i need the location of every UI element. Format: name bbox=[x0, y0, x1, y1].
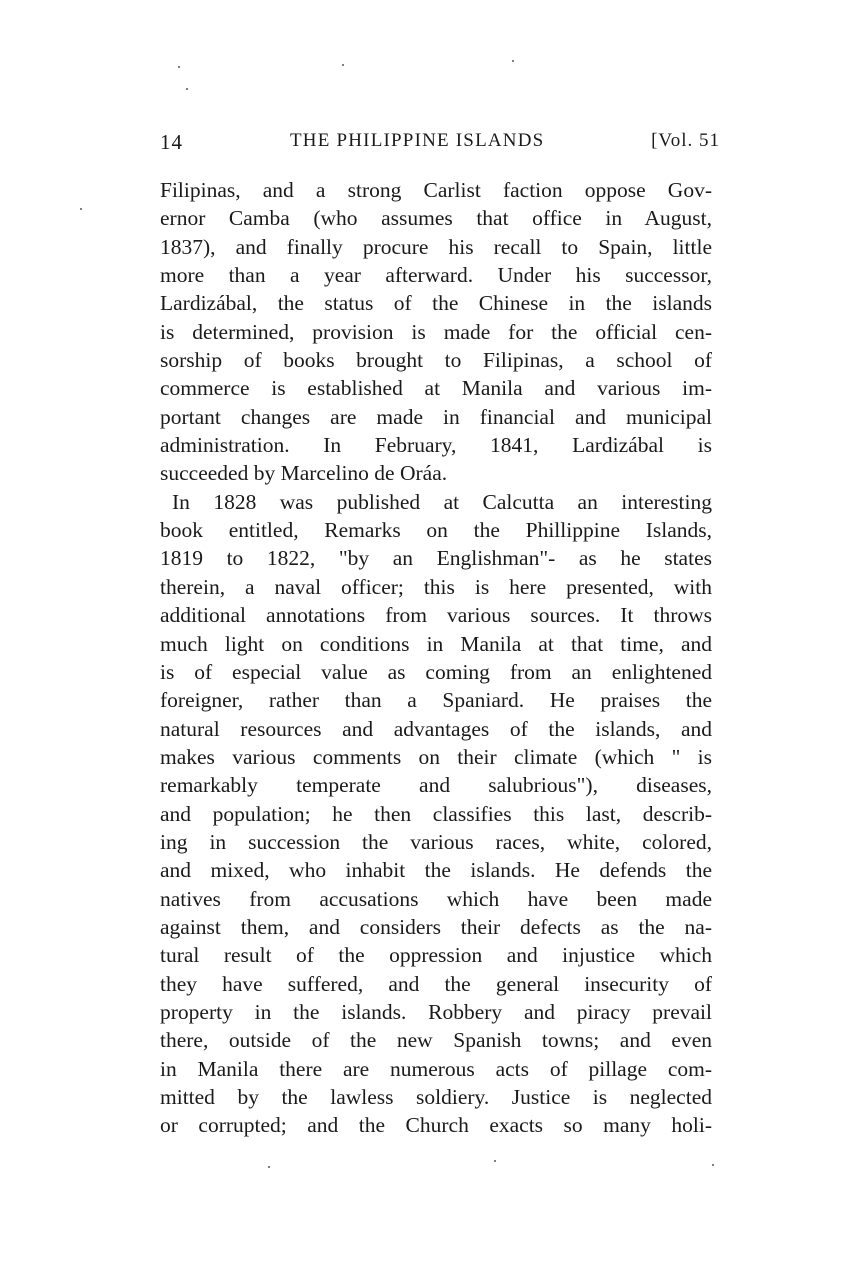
text-line: succeeded by Marcelino de Oráa. bbox=[160, 461, 448, 486]
text-line: Lardizábal, the status of the Chinese in the islands bbox=[160, 291, 712, 316]
text-line: in Manila there are numerous acts of pillage com- bbox=[160, 1056, 712, 1081]
text-line: is determined, provision is made for the official cen- bbox=[160, 319, 712, 344]
text-line: sorship of books brought to Filipinas, a school of bbox=[160, 348, 712, 373]
text-line: portant changes are made in financial and municipal bbox=[160, 404, 712, 429]
body-text bbox=[160, 176, 712, 1140]
text-line: tural result of the oppression and injustice which bbox=[160, 943, 712, 968]
text-line: therein, a naval officer; this is here presented, with bbox=[160, 574, 712, 599]
text-line: there, outside of the new Spanish towns; and even bbox=[160, 1028, 712, 1053]
text-line: In 1828 was published at Calcutta an interesting bbox=[172, 489, 712, 514]
text-line: they have suffered, and the general insecurity of bbox=[160, 971, 712, 996]
text-line: natural resources and advantages of the islands, and bbox=[160, 716, 712, 741]
scan-speck bbox=[186, 88, 188, 90]
text-line: much light on conditions in Manila at that time, and bbox=[160, 631, 712, 656]
text-line: natives from accusations which have been made bbox=[160, 886, 712, 911]
text-line: against them, and considers their defects as the na- bbox=[160, 914, 712, 939]
text-line: 1837), and finally procure his recall to Spain, little bbox=[160, 234, 712, 259]
paragraph-1 bbox=[160, 176, 712, 488]
scan-speck bbox=[512, 60, 514, 62]
text-line: commerce is established at Manila and various im- bbox=[160, 376, 712, 401]
text-line: ing in succession the various races, white, colored, bbox=[160, 829, 712, 854]
text-line: 1819 to 1822, "by an Englishman"- as he states bbox=[160, 546, 712, 571]
scan-speck bbox=[712, 1164, 714, 1166]
text-line: more than a year afterward. Under his successor, bbox=[160, 263, 712, 288]
scan-speck bbox=[494, 1160, 496, 1162]
text-line: administration. In February, 1841, Lardizábal is bbox=[160, 433, 712, 458]
text-line: mitted by the lawless soldiery. Justice is neglected bbox=[160, 1085, 712, 1109]
scan-speck bbox=[342, 64, 344, 66]
scan-speck bbox=[178, 66, 180, 68]
text-line: ernor Camba (who assumes that office in August, bbox=[160, 206, 712, 231]
running-header bbox=[160, 130, 720, 160]
scan-speck bbox=[268, 1166, 270, 1168]
paragraph-2 bbox=[160, 488, 712, 1140]
text-line: book entitled, Remarks on the Phillippine Islands, bbox=[160, 518, 712, 543]
text-line: additional annotations from various sources. It throws bbox=[160, 603, 712, 628]
text-line: and population; he then classifies this last, describ- bbox=[160, 801, 712, 826]
volume-label: [Vol. 51 bbox=[651, 130, 720, 151]
text-line: makes various comments on their climate (which " is bbox=[160, 744, 712, 769]
scan-speck bbox=[80, 208, 82, 210]
text-line: Filipinas, and a strong Carlist faction oppose Gov- bbox=[160, 178, 712, 202]
text-line: and mixed, who inhabit the islands. He defends the bbox=[160, 858, 712, 883]
text-line: remarkably temperate and salubrious"), diseases, bbox=[160, 773, 712, 798]
text-line: or corrupted; and the Church exacts so many holi- bbox=[160, 1113, 712, 1138]
text-line: is of especial value as coming from an enlightened bbox=[160, 659, 712, 684]
running-title: THE PHILIPPINE ISLANDS bbox=[290, 130, 545, 151]
text-line: foreigner, rather than a Spaniard. He praises the bbox=[160, 688, 712, 713]
page-number: 14 bbox=[160, 130, 183, 154]
text-line: property in the islands. Robbery and piracy prevail bbox=[160, 999, 712, 1024]
